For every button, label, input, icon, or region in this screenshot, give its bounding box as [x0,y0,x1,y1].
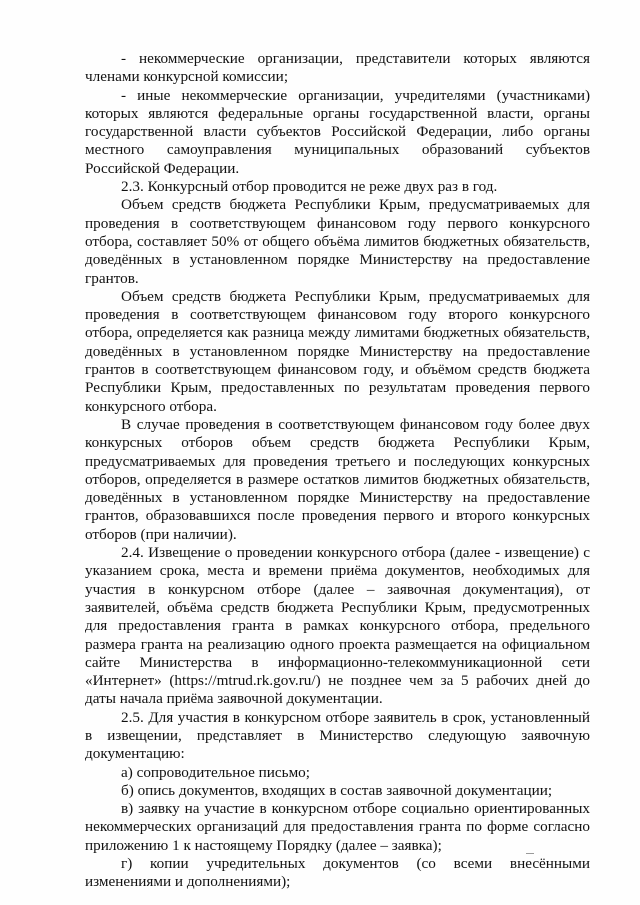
list-item: г) копии учредительных документов (со всеми внесёнными изменениями и дополнениями); [85,855,590,891]
paragraph: 2.5. Для участия в конкурсном отборе заявитель в срок, установленный в извещении, представляет в Министерство следующую заявочную документацию: [85,708,590,763]
scan-mark [526,853,534,854]
list-item: б) опись документов, входящих в состав заявочной документации; [121,781,553,799]
paragraph: В случае проведения в соответствующем финансовом году более двух конкурсных отборов объем средств бюджета Республики Крым, предусматриваемых для проведения третьего и последующих конкурсных отборов, определяется в размере остатков лимитов бюджетных обязательств, доведённых в установленном порядке Министерству на предоставление грантов, образовавшихся после проведения первого и второго конкурсных отборов (при наличии). [85,415,590,543]
paragraph: - некоммерческие организации, представители которых являются членами конкурсной комиссии; [85,50,590,86]
paragraph: Объем средств бюджета Республики Крым, предусматриваемых для проведения в соответствующем финансовом году второго конкурсного отбора, определяется как разница между лимитами бюджетных обязательств, доведённых в установленном порядке Министерству на предоставление грантов в соответствующем финансовом году, и объёмом средств бюджета Республики Крым, предоставленных по результатам проведения первого конкурсного отбора. [85,287,590,415]
paragraph: - иные некоммерческие организации, учредителями (участниками) которых являются федеральные органы государственной власти, органы государственной власти субъектов Российской Федерации, либо органы местного самоуправления муниципальных образований субъектов Российской Федерации. [85,86,590,177]
paragraph: 2.3. Конкурсный отбор проводится не реже двух раз в год. [121,178,498,196]
paragraph: Объем средств бюджета Республики Крым, предусматриваемых для проведения в соответствующем финансовом году первого конкурсного отбора, составляет 50% от общего объёма лимитов бюджетных обязательств, доведённых в установленном порядке Министерству на предоставление грантов. [85,196,590,287]
list-item: а) сопроводительное письмо; [121,763,310,781]
paragraph: 2.4. Извещение о проведении конкурсного отбора (далее - извещение) с указанием срока, места и времени приёма документов, необходимых для участия в конкурсном отборе (далее – заявочная документация), от заявителей, объёма средств бюджета Республики Крым, предусмотренных для предоставления гранта в рамках конкурсного отбора, предельного размера гранта на реализацию одного проекта размещается на официальном сайте Министерства в информационно-телекоммуникационной сети «Интернет» (https://mtrud.rk.gov.ru/) не позднее чем за 5 рабочих дней до даты начала приёма заявочной документации. [85,544,590,708]
document-body [85,50,590,892]
list-item: в) заявку на участие в конкурсном отборе социально ориентированных некоммерческих организаций для предоставления гранта по форме согласно приложению 1 к настоящему Порядку (далее – заявка); [85,800,590,854]
